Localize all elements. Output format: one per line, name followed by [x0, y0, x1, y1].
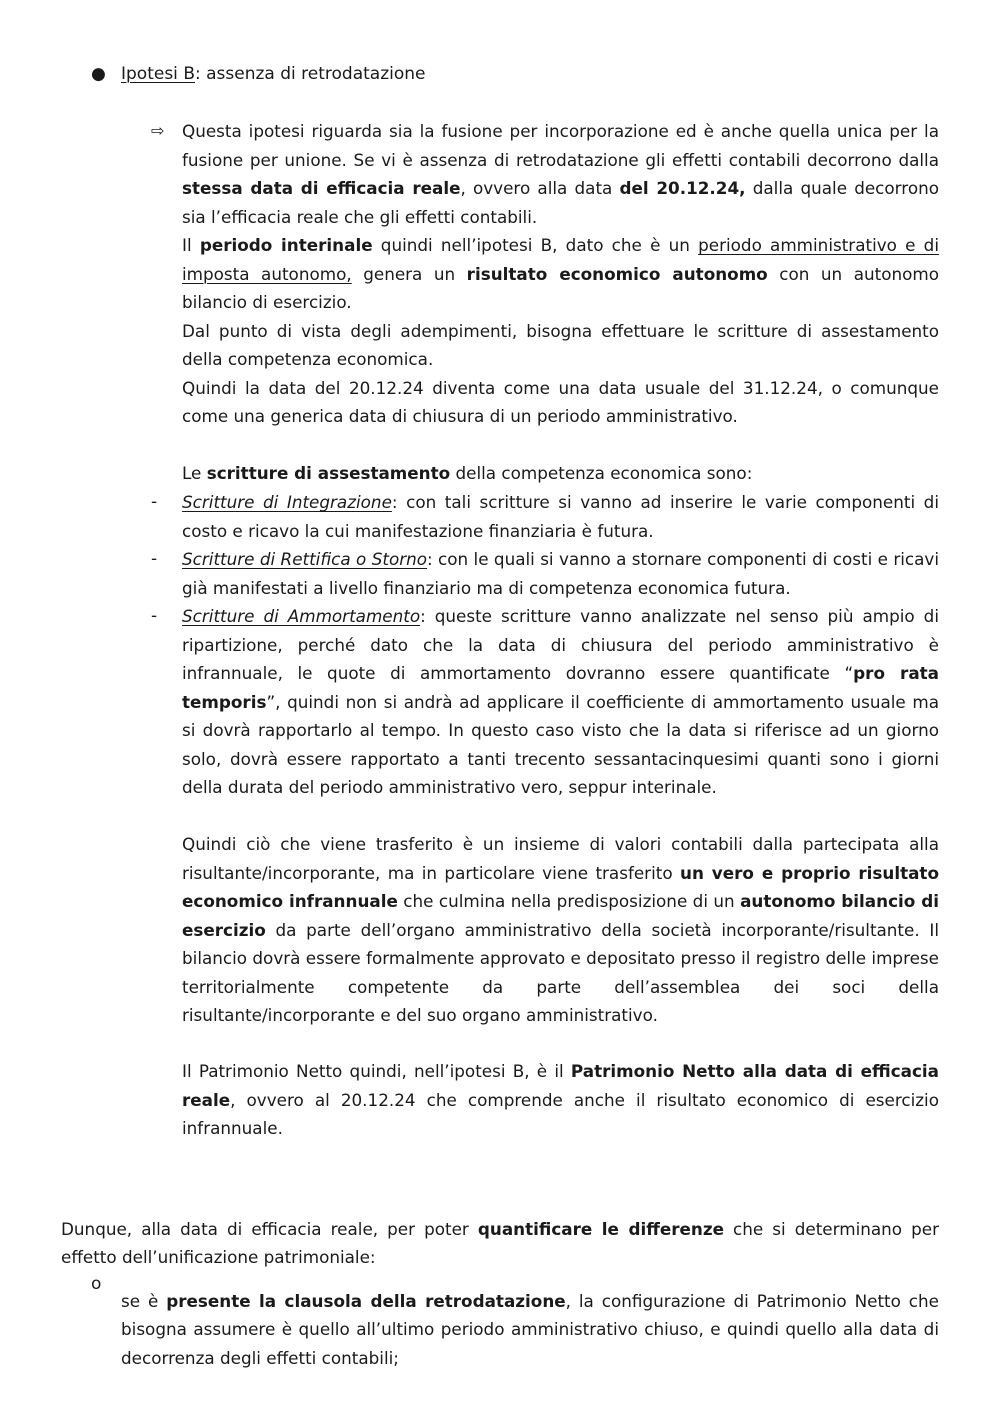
paragraph-effetti: Questa ipotesi riguarda sia la fusione per incorporazione ed è anche quella unica per la fusione per unione. Se vi è assenza di retrodatazione gli effetti contabili decorrono dalla stessa data di efficacia reale, ovvero alla data del 20.12.24, dalla quale decorrono sia l’efficacia reale che gli effetti contabili.	[182, 121, 939, 227]
paragraph-adempimenti: Dal punto di vista degli adempimenti, bisogna effettuare le scritture di assestamento della competenza economica.	[182, 320, 939, 369]
paragraph-assestamento: Le scritture di assestamento della competenza economica sono:	[182, 463, 753, 483]
dash-bullet-icon: -	[151, 606, 158, 626]
circle-bullet-icon: o	[91, 1274, 102, 1294]
paragraph-trasferimento: Quindi ciò che viene trasferito è un insieme di valori contabili dalla partecipata alla risultante/incorporante, ma in particolare viene trasferito un vero e proprio risultato economico infrannuale che culmina nella predisposizione di un autonomo bilancio di esercizio da parte dell’organo amministrativo della società incorporante/risultante. Il bilancio dovrà essere formalmente approvato e depositato presso il registro delle imprese territorialmente competente da parte dell’assemblea dei soci della risultante/incorporante e del suo organo amministrativo.	[182, 834, 939, 1025]
bullet-dot-icon: ●	[91, 64, 106, 84]
paragraph-data-usuale: Quindi la data del 20.12.24 diventa come una data usuale del 31.12.24, o comunque come una generica data di chiusura di un periodo amministrativo.	[182, 377, 939, 426]
list-item-ammortamento: Scritture di Ammortamento: queste scritture vanno analizzate nel senso più ampio di ripartizione, perché dato che la data di chiusura del periodo amministrativo è infrannuale, le quote di ammortamento dovranno essere quantificate “pro rata temporis”, quindi non si andrà ad applicare il coefficiente di ammortamento usuale ma si dovrà rapportarlo al tempo. In questo caso visto che la data si riferisce ad un giorno solo, dovrà essere rapportato a tanti trecento sessantacinquesimi quanti sono i giorni della durata del periodo amministrativo vero, seppur interinale.	[182, 606, 940, 797]
arrow-right-icon: ⇨	[151, 121, 165, 140]
list-item-retrodatazione: se è presente la clausola della retrodatazione, la configurazione di Patrimonio Netto che bisogna assumere è quello all’ultimo periodo amministrativo chiuso, e quindi quello alla data di decorrenza degli effetti contabili;	[121, 1290, 939, 1368]
paragraph-dunque: Dunque, alla data di efficacia reale, per poter quantificare le differenze che si determinano per effetto dell’unificazione patrimoniale:	[61, 1218, 940, 1268]
ipotesi-b-label: Ipotesi B	[121, 64, 195, 84]
ipotesi-b-rest: : assenza di retrodatazione	[194, 64, 426, 84]
ipotesi-b-content	[182, 117, 939, 431]
paragraph-patrimonio-netto: Il Patrimonio Netto quindi, nell’ipotesi B, è il Patrimonio Netto alla data di efficacia reale, ovvero al 20.12.24 che comprende anche il risultato economico di esercizio infrannuale.	[182, 1061, 939, 1138]
dash-bullet-icon: -	[151, 492, 158, 512]
dash-bullet-icon: -	[151, 549, 158, 569]
list-item-integrazione: Scritture di Integrazione: con tali scritture si vanno ad inserire le varie componenti di costo e ricavo la cui manifestazione finanziaria è futura.	[182, 492, 939, 541]
list-item-rettifica: Scritture di Rettifica o Storno: con le quali si vanno a stornare componenti di costi e ricavi già manifestati a livello finanziario ma di competenza economica futura.	[182, 549, 939, 598]
paragraph-periodo-interinale: Il periodo interinale quindi nell’ipotesi B, dato che è un periodo amministrativo e di imposta autonomo, genera un risultato economico autonomo con un autonomo bilancio di esercizio.	[182, 235, 939, 312]
